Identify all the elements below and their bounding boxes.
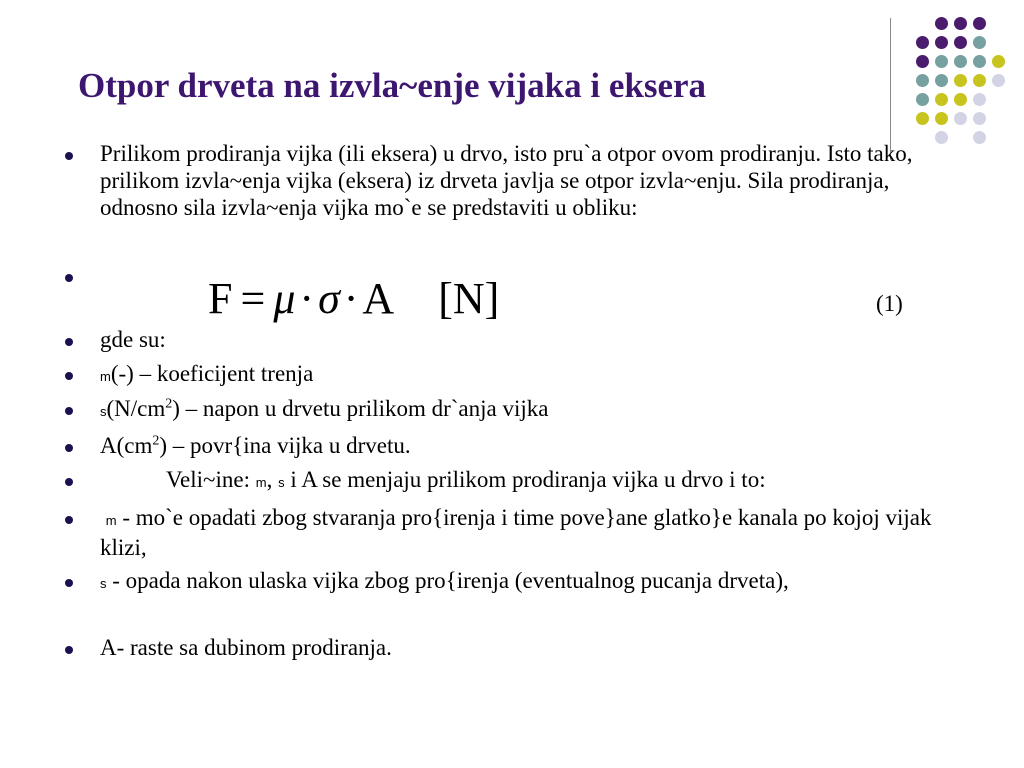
decoration-dot (973, 74, 986, 87)
decoration-dot (916, 93, 929, 106)
equation-number: (1) (876, 291, 903, 316)
bullet-icon (65, 372, 73, 380)
item-text: - mo`e opadati zbog stvaranja pro{irenja i time pove}ane glatko}e kanala po kojoj vijak klizi, (100, 505, 932, 560)
decoration-dot (916, 112, 929, 125)
decoration-dot (954, 93, 967, 106)
mu-symbol: μ (273, 274, 296, 323)
formula: F = μ·σ·A [N] (208, 274, 500, 323)
decoration-dot (954, 55, 967, 68)
bullet-icon (65, 516, 73, 524)
decoration-dot (916, 74, 929, 87)
list-item (60, 360, 960, 390)
decoration-dot (935, 93, 948, 106)
mu-symbol: m (105, 513, 117, 528)
item-text: A- raste sa dubinom prodiranja. (100, 635, 392, 660)
list-item: Veli~ine: m, s i A se menjaju prilikom prodiranja vijka u drvo i to: (60, 466, 960, 496)
bullet-icon (65, 579, 73, 587)
mu-symbol: m (100, 369, 111, 384)
decoration-dot (973, 112, 986, 125)
decoration-dot (916, 36, 929, 49)
decoration-dot (973, 93, 986, 106)
list-item: $A(cm^2)$ – povr{ina vijka u drvetu. (60, 432, 960, 459)
bullet-icon (65, 444, 73, 452)
decoration-dot (973, 36, 986, 49)
list-item (60, 634, 960, 661)
decoration-dot (973, 17, 986, 30)
sigma-symbol: s (100, 404, 107, 419)
slide-title: Otpor drveta na izvla~enje vijaka i eksera (78, 66, 707, 105)
decoration-dot (954, 112, 967, 125)
decoration-dot (935, 112, 948, 125)
decoration-dot (992, 55, 1005, 68)
list-item (60, 326, 960, 353)
item-text: - opada nakon ulaska vijka zbog pro{irenja (eventualnog pucanja drveta), (106, 568, 789, 593)
unit-label: [N] (438, 274, 500, 323)
sigma-symbol: s (100, 576, 107, 591)
bullet-icon (65, 407, 73, 415)
mu-symbol: m (255, 475, 267, 490)
decoration-dot (992, 74, 1005, 87)
decoration-dot (935, 36, 948, 49)
divider-line (890, 18, 891, 160)
item-text: (-) – koeficijent trenja (110, 361, 314, 386)
decoration-dot (916, 55, 929, 68)
list-item (60, 140, 960, 221)
item-text: gde su: (100, 327, 166, 352)
decoration-dot (935, 74, 948, 87)
bullet-icon (65, 646, 73, 654)
bullet-icon (65, 152, 73, 160)
bullet-icon (65, 478, 73, 486)
list-item (60, 504, 960, 561)
decoration-dot (954, 36, 967, 49)
decoration-dot (954, 17, 967, 30)
sigma-symbol: σ (318, 274, 340, 323)
list-item: $s(N/cm^2)$ – napon u drvetu prilikom dr`anja vijka (60, 395, 960, 425)
decoration-dot (935, 55, 948, 68)
bullet-icon (65, 338, 73, 346)
list-item (60, 567, 960, 597)
item-text: Prilikom prodiranja vijka (ili eksera) u drvo, isto pru`a otpor ovom prodiranju. Isto tako, prilikom izvla~enja vijka (eksera) iz drveta javlja se otpor izvla~enju. Sila prodiranja, odnosno sila izvla~enja vijka mo`e se predstaviti u obliku: (100, 141, 913, 220)
decoration-dot (935, 17, 948, 30)
decoration-dot (973, 55, 986, 68)
decoration-dot (954, 74, 967, 87)
sigma-symbol: s (278, 475, 285, 490)
decoration-dot (973, 131, 986, 144)
bullet-icon (65, 274, 73, 282)
